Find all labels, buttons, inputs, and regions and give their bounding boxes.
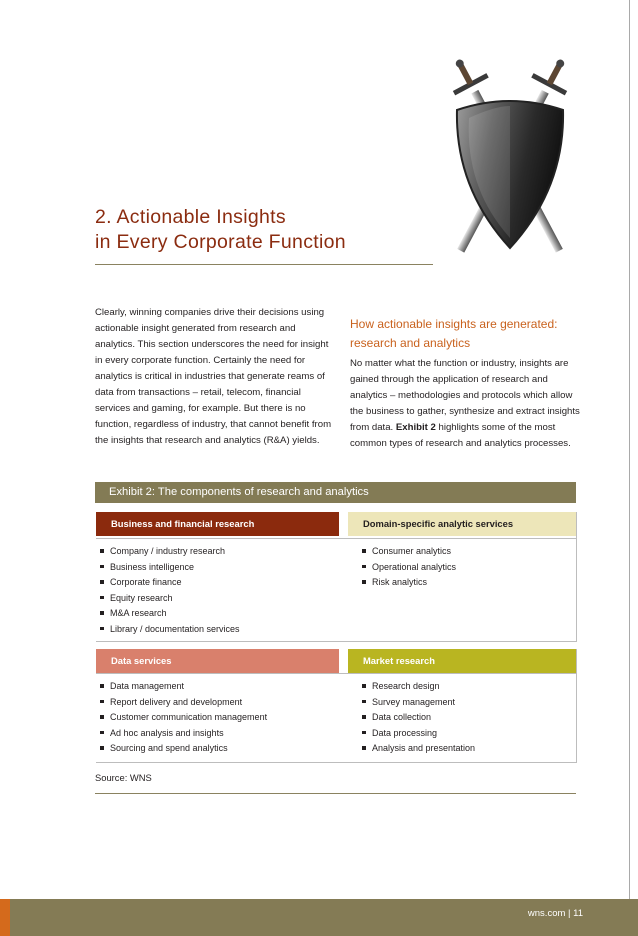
business-financial-research-header [96, 512, 339, 536]
sidebar-body-text-end: highlights some of the most common types of research and analytics processes. [350, 422, 571, 449]
page-edge-rule [629, 0, 630, 936]
footer-accent-bar [0, 899, 10, 936]
page-title [95, 205, 346, 255]
list-item: Analysis and presentation [362, 741, 475, 757]
domain-specific-services-header [348, 512, 576, 536]
data-services-list [100, 679, 267, 757]
list-item: Company / industry research [100, 544, 240, 560]
list-item: M&A research [100, 606, 240, 622]
header-label: Domain-specific analytic services [363, 518, 514, 529]
exhibit-title: Exhibit 2: The components of research and analytics [109, 486, 369, 498]
table-edge [576, 649, 577, 763]
header-label: Market research [363, 655, 435, 666]
table-divider [96, 673, 576, 674]
list-item: Survey management [362, 695, 475, 711]
list-item: Research design [362, 679, 475, 695]
list-item: Customer communication management [100, 710, 267, 726]
list-item: Operational analytics [362, 560, 456, 576]
business-financial-research-list [100, 544, 240, 637]
table-divider [96, 538, 576, 539]
page-title-line-2: in Every Corporate Function [95, 231, 346, 253]
table-divider [96, 762, 576, 763]
exhibit-reference: Exhibit 2 [395, 422, 436, 433]
list-item: Business intelligence [100, 560, 240, 576]
page-title-line-1: 2. Actionable Insights [95, 206, 286, 228]
sidebar-body-text: No matter what the function or industry, insights are gained through the application of research and analytics – methodologies and protocols which allow the business to gather, synthesize and extract insights from data. [350, 358, 580, 433]
footer-page-label: wns.com | 11 [527, 908, 583, 919]
list-item: Data management [100, 679, 267, 695]
source-divider [95, 793, 576, 794]
market-research-header [348, 649, 576, 673]
list-item: Report delivery and development [100, 695, 267, 711]
list-item: Consumer analytics [362, 544, 456, 560]
exhibit-title-bar [95, 482, 576, 503]
header-label: Business and financial research [111, 518, 255, 529]
list-item: Equity research [100, 591, 240, 607]
header-label: Data services [111, 655, 172, 666]
sidebar-body [350, 356, 585, 452]
list-item: Data processing [362, 726, 475, 742]
table-divider [96, 641, 576, 642]
list-item: Ad hoc analysis and insights [100, 726, 267, 742]
list-item: Sourcing and spend analytics [100, 741, 267, 757]
list-item: Data collection [362, 710, 475, 726]
data-services-header [96, 649, 339, 673]
domain-specific-services-list [362, 544, 456, 591]
table-edge [576, 512, 577, 642]
list-item: Corporate finance [100, 575, 240, 591]
market-research-list [362, 679, 475, 757]
list-item: Library / documentation services [100, 622, 240, 638]
intro-paragraph: Clearly, winning companies drive their decisions using actionable insight generated from research and analytics. This section underscores the need for insight in every corporate function. Certainly the need for analytics is critical in industries that generate reams of data from transactions – retail, telecom, financial services and gaming, for example. But there is no function, regardless of industry, that cannot benefit from the insights that research and analytics (R&A) yields. [95, 307, 332, 446]
source-note: Source: WNS [95, 772, 152, 783]
sidebar-column [350, 315, 585, 452]
sidebar-subheading: How actionable insights are generated: research and analytics [350, 317, 558, 350]
title-divider [95, 264, 433, 265]
list-item: Risk analytics [362, 575, 456, 591]
shield-with-crossed-swords-icon [425, 48, 595, 268]
